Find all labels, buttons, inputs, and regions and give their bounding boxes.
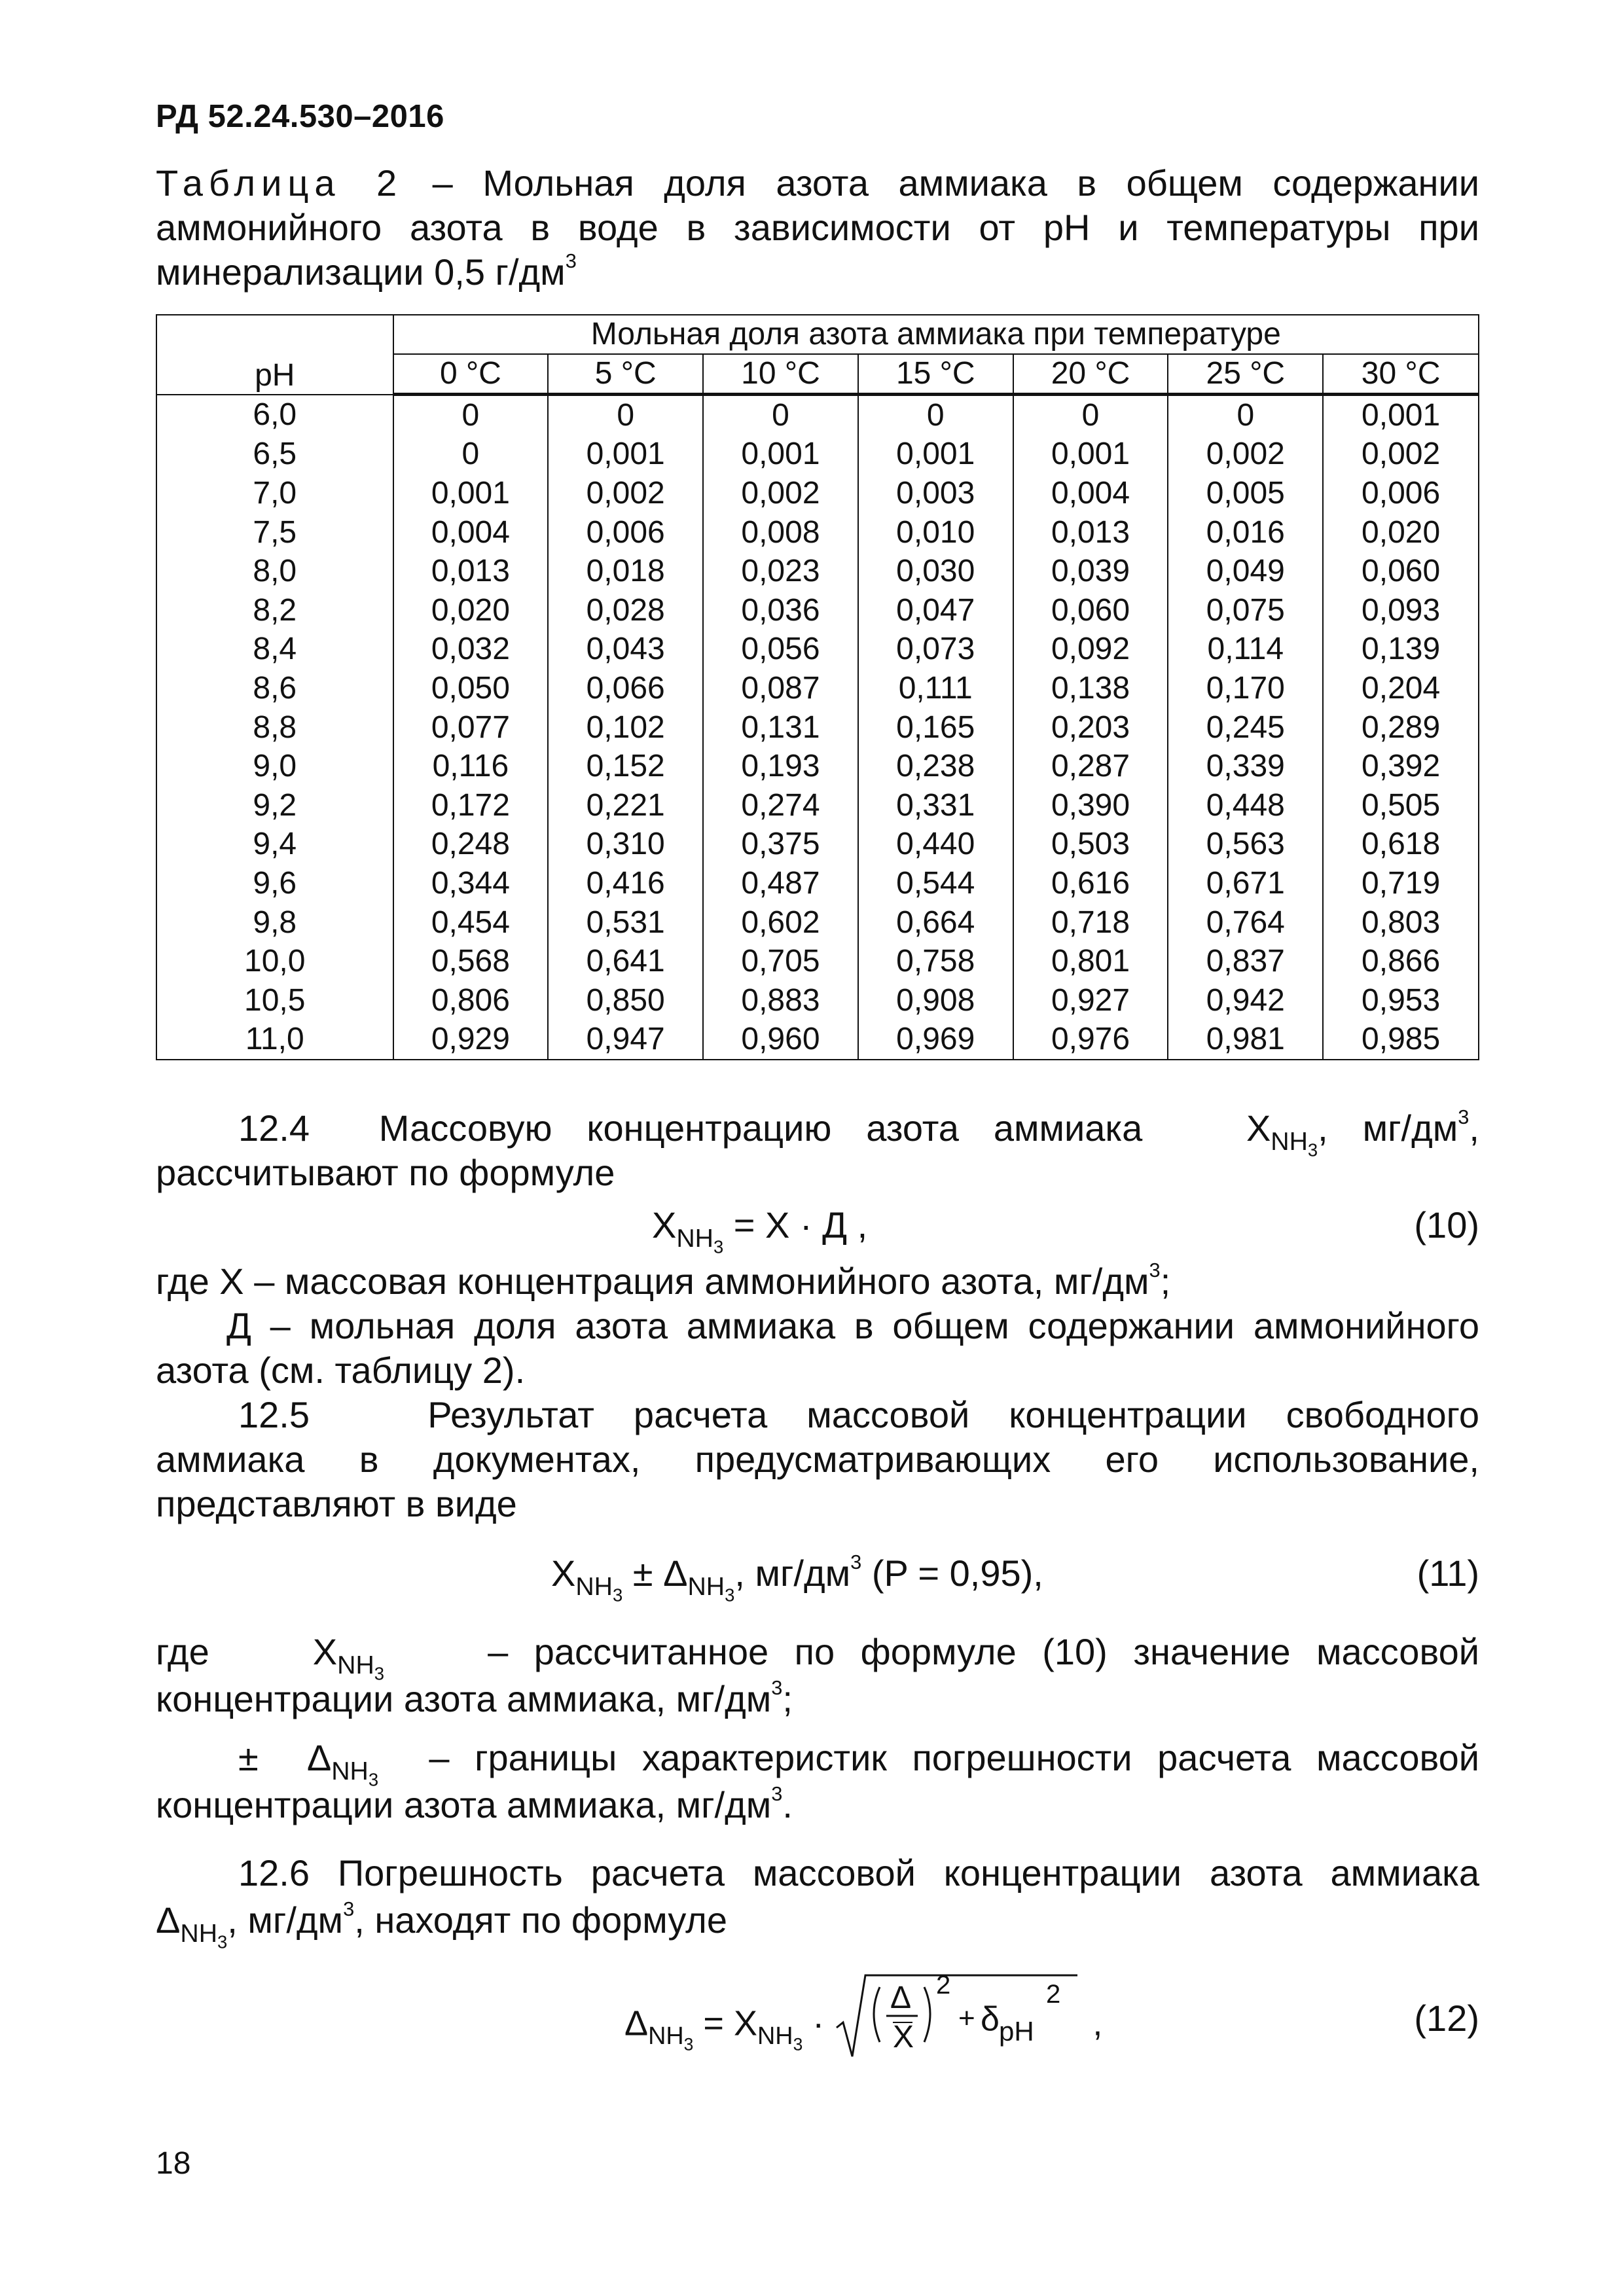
fraction-value-cell: 0 [858, 395, 1013, 435]
fraction-value-cell: 0,390 [1013, 786, 1168, 825]
fraction-value-cell: 0,006 [548, 513, 703, 552]
fraction-value-cell: 0 [393, 395, 549, 435]
fraction-value-cell: 0 [1013, 395, 1168, 435]
square-exponent: 2 [936, 1971, 951, 2000]
fraction-value-cell: 0,043 [548, 630, 703, 670]
table-row [156, 903, 1479, 942]
fraction-value-cell: 0,976 [1013, 1020, 1168, 1060]
radical-sign [837, 1975, 1077, 2056]
ph-value-cell: 7,5 [156, 513, 393, 552]
definitions-11 [156, 1627, 1479, 1827]
fraction-value-cell: 0,039 [1013, 552, 1168, 591]
fraction-value-cell: 0,375 [703, 825, 858, 865]
fraction-value-cell: 0,947 [548, 1020, 703, 1060]
fraction-value-cell: 0,010 [858, 513, 1013, 552]
fraction-value-cell: 0,503 [1013, 825, 1168, 865]
section-12-5-line-3: представляют в виде [156, 1483, 517, 1525]
fraction-value-cell: 0,073 [858, 630, 1013, 670]
fraction-value-cell: 0,806 [393, 981, 549, 1020]
section-12-4-line-1: 12.4 Массовую концентрацию азота аммиака $X_{NH_3}$, $мг/дм^3$, [238, 1105, 1479, 1160]
ph-subscript: pH [999, 2016, 1034, 2047]
fraction-value-cell: 0,049 [1168, 552, 1323, 591]
ph-value-cell: 9,2 [156, 786, 393, 825]
temperature-group-header: Мольная доля азота аммиака при температуре [393, 315, 1479, 354]
table-row [156, 591, 1479, 630]
fraction-value-cell: 0,801 [1013, 942, 1168, 981]
fraction-value-cell: 0,028 [548, 591, 703, 630]
table-row [156, 942, 1479, 981]
table-row [156, 474, 1479, 513]
fraction-value-cell: 0,758 [858, 942, 1013, 981]
fraction-value-cell: 0,030 [858, 552, 1013, 591]
formula-11 [156, 1546, 1479, 1605]
page-number: 18 [156, 2146, 191, 2181]
temperature-header: 30 °C [1323, 354, 1479, 395]
fraction-value-cell: 0 [393, 435, 549, 475]
fraction-value-cell: 0,093 [1323, 591, 1479, 630]
fraction-value-cell: 0,008 [703, 513, 858, 552]
formula-10-expression: $X_{NH_3} = X \cdot Д$ , [652, 1204, 868, 1257]
table-row [156, 1020, 1479, 1060]
fraction-value-cell: 0,172 [393, 786, 549, 825]
fraction-value-cell: 0,487 [703, 864, 858, 903]
fraction-value-cell: 0,001 [703, 435, 858, 475]
fraction-value-cell: 0,221 [548, 786, 703, 825]
fraction-value-cell: 0,245 [1168, 708, 1323, 747]
fraction-value-cell: 0,002 [703, 474, 858, 513]
fraction-value-cell: 0,066 [548, 669, 703, 708]
fraction-denominator: X [893, 2020, 914, 2055]
fraction-value-cell: 0,866 [1323, 942, 1479, 981]
temperature-header: 25 °C [1168, 354, 1323, 395]
fraction-value-cell: 0,705 [703, 942, 858, 981]
fraction-value-cell: 0,111 [858, 669, 1013, 708]
fraction-value-cell: 0,953 [1323, 981, 1479, 1020]
ph-value-cell: 9,6 [156, 864, 393, 903]
caption-label: Таблица 2 [156, 162, 403, 204]
delta-ph-symbol: δ [981, 2000, 1000, 2039]
ph-value-cell: 6,0 [156, 395, 393, 435]
temperature-header: 10 °C [703, 354, 858, 395]
ph-value-cell: 7,0 [156, 474, 393, 513]
ph-value-cell: 6,5 [156, 435, 393, 475]
right-paren [924, 1987, 930, 2042]
fraction-value-cell: 0,032 [393, 630, 549, 670]
fraction-value-cell: 0,002 [1168, 435, 1323, 475]
definition-x: где X – массовая концентрация аммонийного азота, $мг/дм^3$; [156, 1258, 1171, 1302]
table-row [156, 708, 1479, 747]
fraction-value-cell: 0,077 [393, 708, 549, 747]
fraction-value-cell: 0,344 [393, 864, 549, 903]
section-12-4 [156, 1106, 1479, 1195]
table-row [156, 552, 1479, 591]
fraction-value-cell: 0,416 [548, 864, 703, 903]
caption-line-2: аммонийного азота в воде в зависимости от pH и температуры при [156, 207, 1479, 248]
document-page [156, 98, 1479, 2070]
formula-11-expression: $X_{NH_3} \pm \Delta_{NH_3}$, $мг/дм^3$ (P = 0,95), [551, 1550, 1043, 1605]
definition-delta-line-1: ± $\Delta_{NH_3}$ – границы характеристик погрешности расчета массовой [238, 1737, 1480, 1790]
ph-value-cell: 8,0 [156, 552, 393, 591]
fraction-value-cell: 0,803 [1323, 903, 1479, 942]
fraction-value-cell: 0,641 [548, 942, 703, 981]
ph-value-cell: 10,0 [156, 942, 393, 981]
fraction-numerator: Δ [890, 1981, 912, 2016]
fraction-value-cell: 0,002 [548, 474, 703, 513]
ph-value-cell: 8,4 [156, 630, 393, 670]
ph-value-cell: 10,5 [156, 981, 393, 1020]
fraction-value-cell: 0,003 [858, 474, 1013, 513]
fraction-value-cell: 0,764 [1168, 903, 1323, 942]
table-row [156, 747, 1479, 786]
definition-x-nh3-line-1: где $X_{NH_3}$ – рассчитанное по формуле (10) значение массовой [156, 1631, 1479, 1684]
fraction-value-cell: 0,942 [1168, 981, 1323, 1020]
left-paren [874, 1987, 880, 2042]
fraction-value-cell: 0,448 [1168, 786, 1323, 825]
table-row [156, 395, 1479, 435]
fraction-value-cell: 0,563 [1168, 825, 1323, 865]
ph-value-cell: 8,2 [156, 591, 393, 630]
table-row [156, 669, 1479, 708]
formula-10 [156, 1198, 1479, 1257]
fraction-value-cell: 0,020 [1323, 513, 1479, 552]
fraction-value-cell: 0,908 [858, 981, 1013, 1020]
formula-10-number: (10) [1414, 1204, 1479, 1246]
fraction-value-cell: 0,927 [1013, 981, 1168, 1020]
plus-sign: + [958, 2002, 975, 2035]
fraction-value-cell: 0,454 [393, 903, 549, 942]
fraction-value-cell: 0,001 [1323, 395, 1479, 435]
fraction-value-cell: 0,616 [1013, 864, 1168, 903]
fraction-value-cell: 0,238 [858, 747, 1013, 786]
fraction-value-cell: 0,165 [858, 708, 1013, 747]
formula-12-number: (12) [1414, 1998, 1479, 2039]
ph-column-header: pH [156, 315, 393, 395]
fraction-value-cell: 0,056 [703, 630, 858, 670]
section-12-5-line-2: аммиака в документах, предусматривающих его использование, [156, 1439, 1479, 1480]
fraction-value-cell: 0,001 [393, 474, 549, 513]
fraction-value-cell: 0,718 [1013, 903, 1168, 942]
fraction-value-cell: 0,339 [1168, 747, 1323, 786]
fraction-value-cell: 0,018 [548, 552, 703, 591]
definitions-10 [156, 1259, 1479, 1393]
fraction-value-cell: 0,719 [1323, 864, 1479, 903]
fraction-value-cell: 0 [1168, 395, 1323, 435]
fraction-value-cell: 0,544 [858, 864, 1013, 903]
fraction-value-cell: 0,850 [548, 981, 703, 1020]
fraction-value-cell: 0,005 [1168, 474, 1323, 513]
fraction-value-cell: 0,139 [1323, 630, 1479, 670]
fraction-value-cell: 0,001 [858, 435, 1013, 475]
table-row [156, 435, 1479, 475]
fraction-value-cell: 0,004 [1013, 474, 1168, 513]
fraction-value-cell: 0,001 [548, 435, 703, 475]
fraction-value-cell: 0,050 [393, 669, 549, 708]
definition-d-line-2: азота (см. таблицу 2). [156, 1350, 526, 1391]
fraction-value-cell: 0,981 [1168, 1020, 1323, 1060]
temperature-header: 15 °C [858, 354, 1013, 395]
fraction-value-cell: 0,023 [703, 552, 858, 591]
section-12-4-line-2: рассчитывают по формуле [156, 1152, 615, 1194]
fraction-value-cell: 0,075 [1168, 591, 1323, 630]
table-row [156, 981, 1479, 1020]
fraction-value-cell: 0,004 [393, 513, 549, 552]
definition-delta-line-2: концентрации азота аммиака, $мг/дм^3$. [156, 1782, 793, 1826]
fraction-value-cell: 0,203 [1013, 708, 1168, 747]
fraction-value-cell: 0,001 [1013, 435, 1168, 475]
section-12-5-line-1: 12.5 Результат расчета массовой концентрации свободного [238, 1394, 1479, 1436]
fraction-value-cell: 0,289 [1323, 708, 1479, 747]
fraction-value-cell: 0,060 [1323, 552, 1479, 591]
table-caption [156, 161, 1479, 295]
fraction-value-cell: 0,310 [548, 825, 703, 865]
fraction-value-cell: 0,138 [1013, 669, 1168, 708]
section-12-5 [156, 1393, 1479, 1526]
temperature-header: 20 °C [1013, 354, 1168, 395]
fraction-value-cell: 0,016 [1168, 513, 1323, 552]
ammonia-fraction-table [156, 314, 1479, 1060]
fraction-value-cell: 0,883 [703, 981, 858, 1020]
fraction-value-cell: 0,274 [703, 786, 858, 825]
fraction-value-cell: 0,248 [393, 825, 549, 865]
fraction-value-cell: 0,929 [393, 1020, 549, 1060]
ph-value-cell: 9,8 [156, 903, 393, 942]
ph-value-cell: 11,0 [156, 1020, 393, 1060]
fraction-value-cell: 0,671 [1168, 864, 1323, 903]
table-row [156, 864, 1479, 903]
radical-expression [834, 1970, 1083, 2062]
fraction-value-cell: 0,092 [1013, 630, 1168, 670]
table-row [156, 630, 1479, 670]
fraction-value-cell: 0,060 [1013, 591, 1168, 630]
fraction-value-cell: 0,006 [1323, 474, 1479, 513]
fraction-value-cell: 0,531 [548, 903, 703, 942]
fraction-value-cell: 0,013 [393, 552, 549, 591]
ph-value-cell: 8,6 [156, 669, 393, 708]
fraction-value-cell: 0,985 [1323, 1020, 1479, 1060]
fraction-value-cell: 0,047 [858, 591, 1013, 630]
fraction-value-cell: 0,664 [858, 903, 1013, 942]
fraction-value-cell: 0,204 [1323, 669, 1479, 708]
caption-line-1: Таблица 2 – Мольная доля азота аммиака в общем содержании [156, 162, 1480, 204]
fraction-value-cell: 0,002 [1323, 435, 1479, 475]
temperature-header: 5 °C [548, 354, 703, 395]
table-row [156, 513, 1479, 552]
ph-value-cell: 9,0 [156, 747, 393, 786]
fraction-value-cell: 0,440 [858, 825, 1013, 865]
definition-x-nh3-line-2: концентрации азота аммиака, $мг/дм^3$; [156, 1676, 793, 1720]
section-12-6-line-2: $\Delta_{NH_3}$, $мг/дм^3$, находят по формуле [156, 1897, 727, 1952]
caption-line-3: минерализации 0,5 $г/дм^3$ [156, 249, 577, 293]
document-code: РД 52.24.530–2016 [156, 99, 444, 134]
fraction-value-cell: 0,969 [858, 1020, 1013, 1060]
fraction-value-cell: 0 [703, 395, 858, 435]
formula-11-number: (11) [1416, 1552, 1479, 1594]
ph-value-cell: 9,4 [156, 825, 393, 865]
fraction-value-cell: 0,170 [1168, 669, 1323, 708]
fraction-value-cell: 0,020 [393, 591, 549, 630]
fraction-value-cell: 0,036 [703, 591, 858, 630]
fraction-value-cell: 0,116 [393, 747, 549, 786]
fraction-value-cell: 0,287 [1013, 747, 1168, 786]
temperature-header: 0 °C [393, 354, 549, 395]
fraction-value-cell: 0,568 [393, 942, 549, 981]
fraction-value-cell: 0,392 [1323, 747, 1479, 786]
ph-value-cell: 8,8 [156, 708, 393, 747]
fraction-value-cell: 0,152 [548, 747, 703, 786]
fraction-value-cell: 0,102 [548, 708, 703, 747]
table-row [156, 786, 1479, 825]
fraction-value-cell: 0 [548, 395, 703, 435]
fraction-value-cell: 0,193 [703, 747, 858, 786]
fraction-value-cell: 0,837 [1168, 942, 1323, 981]
fraction-value-cell: 0,331 [858, 786, 1013, 825]
section-12-6-line-1: 12.6 Погрешность расчета массовой концентрации азота аммиака [238, 1852, 1479, 1894]
fraction-value-cell: 0,618 [1323, 825, 1479, 865]
section-12-6 [156, 1851, 1479, 1952]
table-row [156, 825, 1479, 865]
fraction-value-cell: 0,114 [1168, 630, 1323, 670]
fraction-value-cell: 0,087 [703, 669, 858, 708]
formula-12 [156, 1971, 1479, 2070]
fraction-value-cell: 0,013 [1013, 513, 1168, 552]
fraction-value-cell: 0,131 [703, 708, 858, 747]
square-exponent-2: 2 [1046, 1980, 1061, 2009]
formula-12-expression: $\Delta_{NH_3} = X_{NH_3}$ · Δ X 2 + δ pH 2 , [624, 1990, 1102, 2062]
fraction-value-cell: 0,960 [703, 1020, 858, 1060]
definition-d-line-1: Д – мольная доля азота аммиака в общем содержании аммонийного [226, 1305, 1479, 1347]
fraction-value-cell: 0,505 [1323, 786, 1479, 825]
fraction-value-cell: 0,602 [703, 903, 858, 942]
